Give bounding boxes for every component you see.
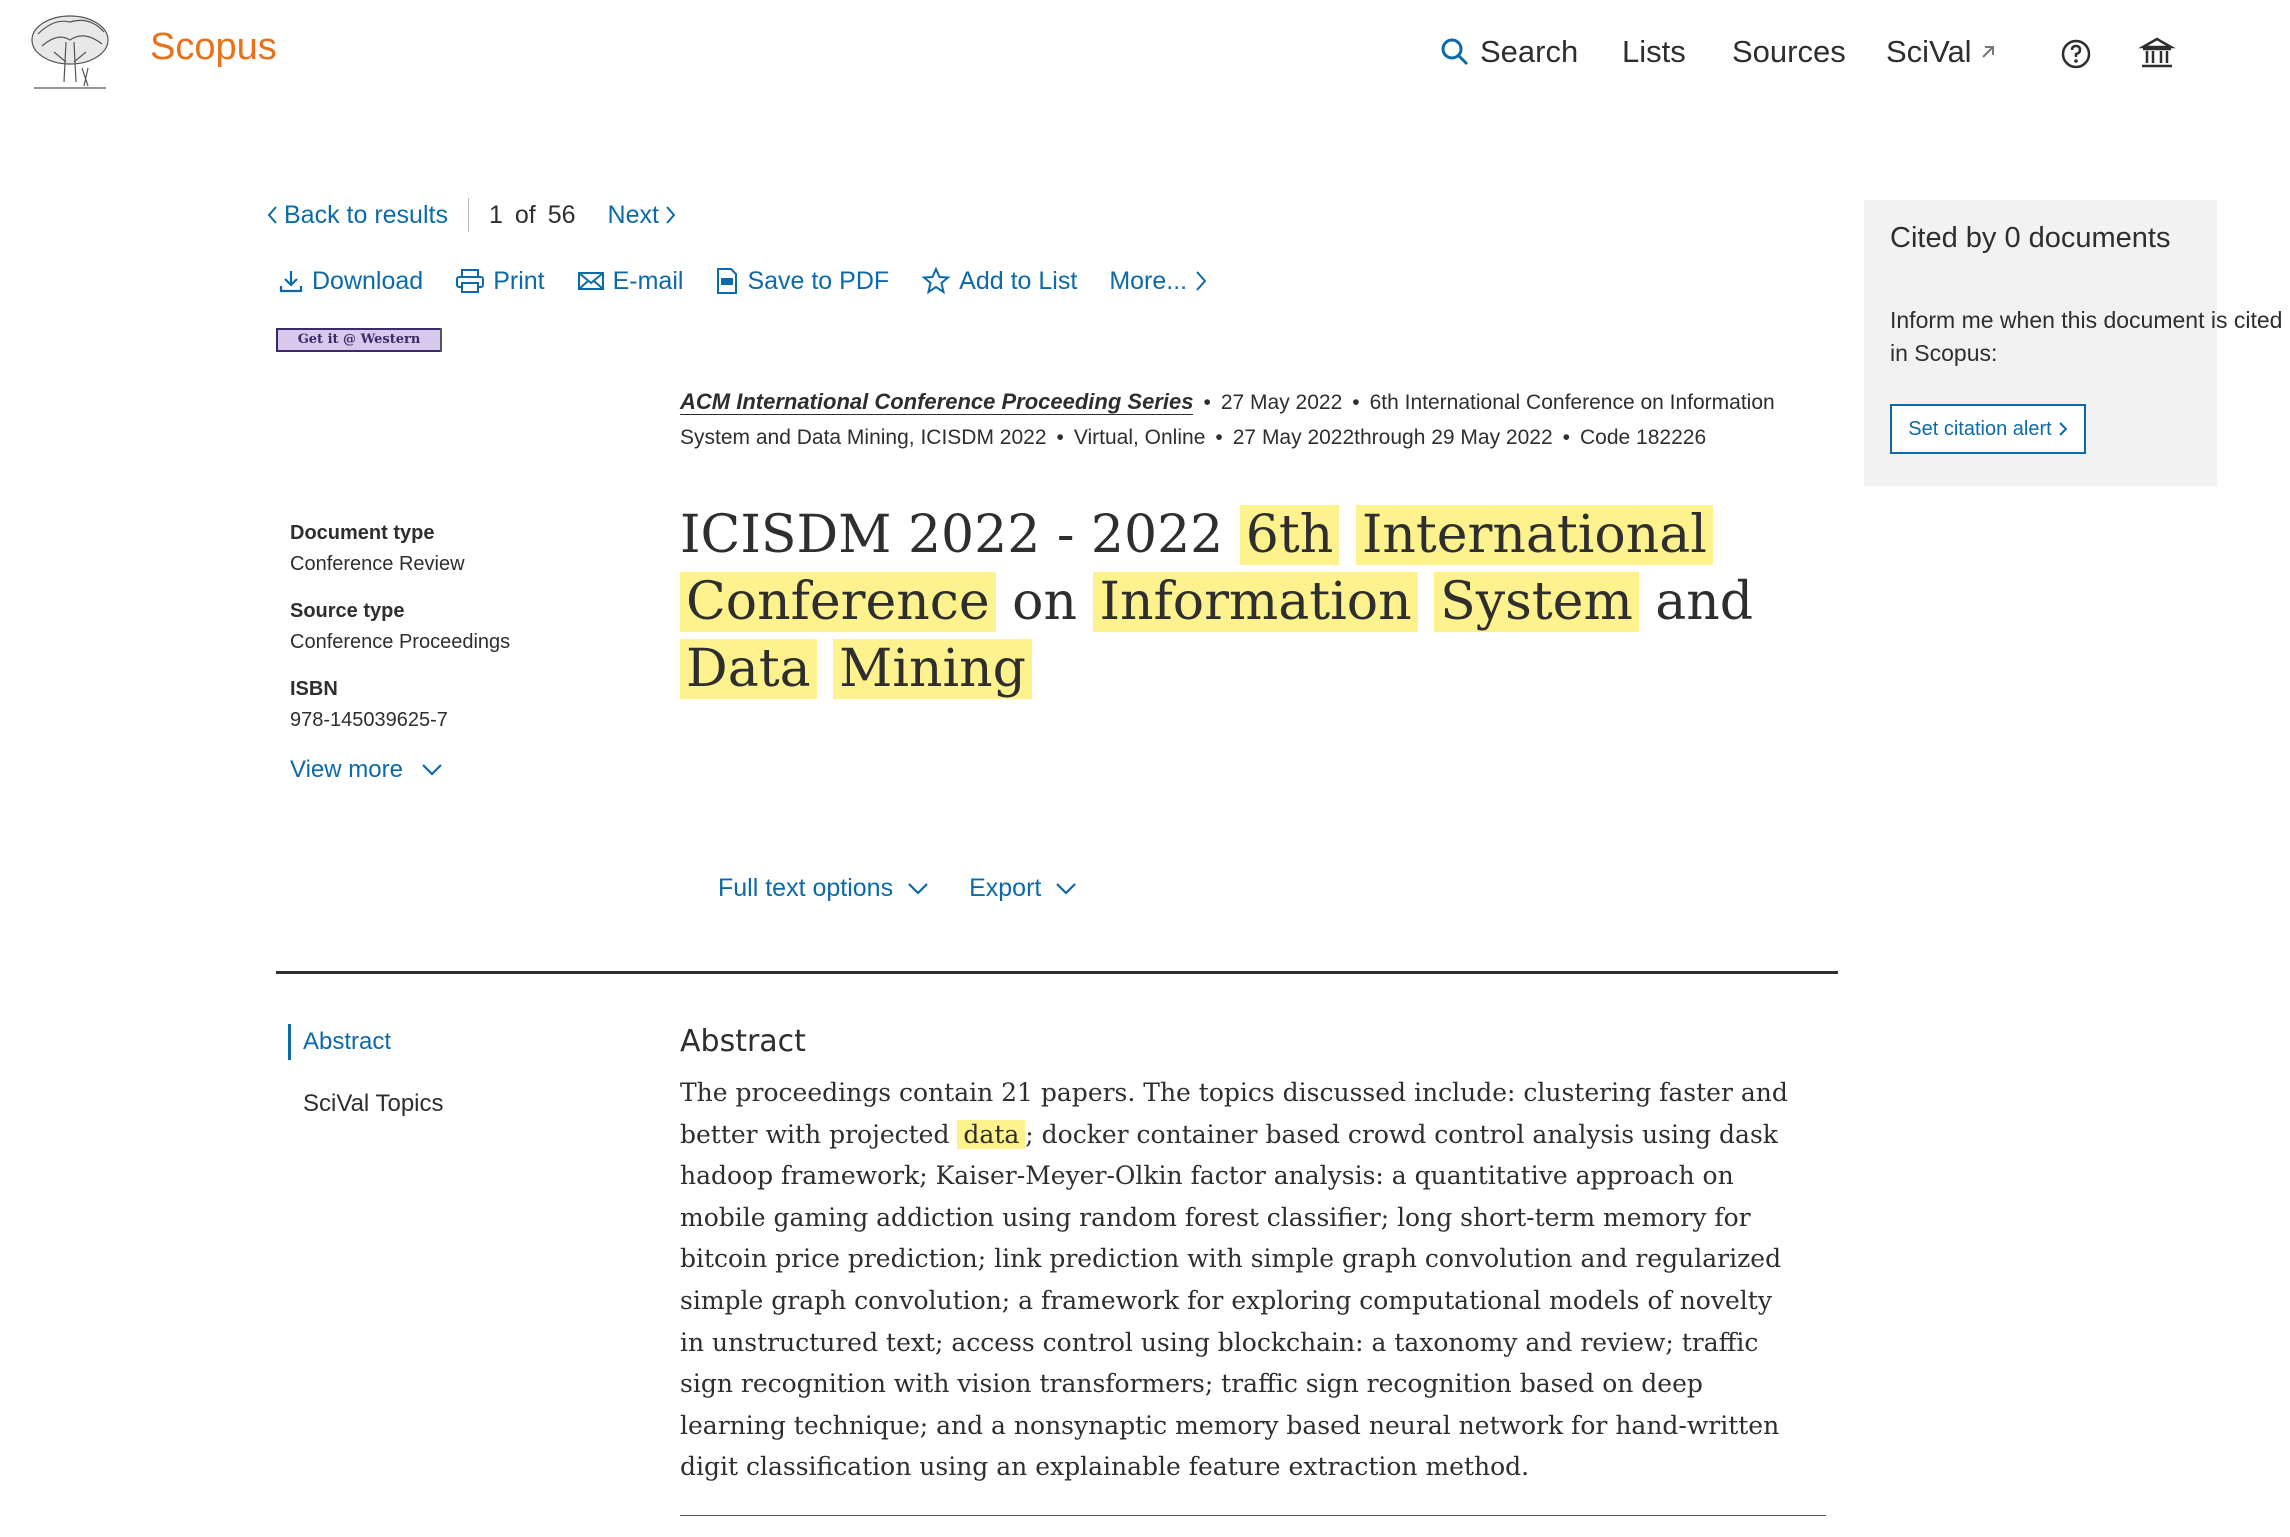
more-label: More... — [1109, 266, 1188, 295]
pdf-icon — [715, 267, 739, 295]
print-button[interactable] — [455, 267, 544, 296]
view-more-button[interactable] — [290, 756, 510, 784]
conference-dates: 27 May 2022through 29 May 2022 — [1232, 426, 1553, 449]
get-it-western-button[interactable]: Get it @ Western — [276, 328, 442, 352]
document-toolbar — [278, 266, 1239, 296]
print-icon — [455, 268, 485, 294]
search-icon — [1440, 37, 1470, 67]
chevron-right-icon — [2058, 421, 2068, 437]
external-link-icon — [1978, 42, 1998, 62]
scopus-brand[interactable]: Scopus — [150, 26, 277, 68]
title-highlight: Mining — [833, 639, 1032, 699]
nav-search-label: Search — [1480, 34, 1579, 69]
series-link[interactable]: ACM International Conference Proceeding Series — [680, 389, 1194, 414]
help-button[interactable] — [2060, 38, 2092, 78]
section-divider — [276, 971, 1838, 974]
abstract-divider — [680, 1515, 1826, 1516]
save-to-pdf-label: Save to PDF — [747, 266, 890, 295]
title-highlight: Information — [1093, 572, 1417, 632]
conference-name: 6th International Conference on Information System and Data Mining, ICISDM 2022 — [680, 391, 1775, 449]
abstract-heading: Abstract — [680, 1024, 806, 1059]
title-text: ICISDM 2022 - 2022 — [680, 505, 1240, 565]
results-nav-divider — [468, 198, 469, 232]
elsevier-tree-logo[interactable] — [24, 12, 116, 94]
download-button[interactable] — [278, 267, 423, 296]
doc-type-value: Conference Review — [290, 553, 465, 575]
save-to-pdf-button[interactable] — [715, 267, 889, 296]
get-it-divider — [440, 328, 442, 352]
chevron-right-icon — [665, 205, 677, 225]
email-button[interactable] — [577, 267, 684, 296]
chevron-right-icon — [1195, 270, 1207, 292]
nav-sources[interactable]: Sources — [1732, 34, 1846, 69]
source-type-label: Source type — [290, 600, 405, 622]
result-position — [489, 201, 576, 230]
title-text: on — [995, 572, 1094, 632]
document-options — [718, 874, 1077, 903]
chevron-down-icon — [1055, 882, 1077, 896]
nav-search[interactable] — [1440, 34, 1578, 70]
title-highlight: 6th — [1240, 505, 1339, 565]
back-to-results-label: Back to results — [284, 200, 448, 229]
document-title — [680, 502, 1830, 703]
view-more-label: View more — [290, 756, 403, 783]
add-to-list-button[interactable] — [921, 266, 1077, 296]
abstract-text-part: ; docker container based crowd control analysis using dask hadoop framework; Kaiser-Meyer-Olkin factor analysis: a quantitative approach on mobile gaming addiction using random forest classifier; long short-term memory for bitcoin price prediction; link prediction with simple graph convolution and regularized simple graph convolution; a framework for exploring computational models of novelty in unstructured text; access control using blockchain: a taxonomy and review; traffic sign recognition with vision transformers; traffic sign recognition based on deep learning technique; and a nonsynaptic memory based neural network for hand-written digit classification using an explainable feature extraction method. — [680, 1119, 1782, 1482]
export-dropdown[interactable] — [969, 874, 1077, 903]
export-label: Export — [969, 874, 1042, 902]
pub-date: 27 May 2022 — [1220, 391, 1343, 414]
cited-by-panel — [1864, 200, 2283, 486]
institution-icon — [2140, 36, 2174, 70]
star-icon — [921, 266, 951, 296]
full-text-options-dropdown[interactable] — [718, 874, 929, 903]
cited-by-heading: Cited by 0 documents — [1890, 222, 2171, 254]
more-button[interactable] — [1109, 267, 1207, 296]
section-sidenav — [288, 1024, 444, 1148]
nav-scival-label: SciVal — [1886, 34, 1972, 69]
result-current: 1 — [488, 200, 503, 229]
citation-alert-text: Inform me when this document is cited in Scopus: — [1890, 307, 2283, 366]
conference-location: Virtual, Online — [1073, 426, 1206, 449]
source-info: ACM International Conference Proceeding Series • 27 May 2022 • 6th International Conference on Information System and Data Mining, ICISDM 2022 • Virtual, Online • 27 May 2022through 29 May 2022 • Code 182226 — [680, 389, 1775, 449]
nav-lists[interactable]: Lists — [1622, 34, 1686, 69]
next-label: Next — [607, 200, 659, 229]
title-highlight: Conference — [680, 572, 996, 632]
help-icon — [2060, 38, 2092, 70]
nav-scival[interactable] — [1886, 34, 1998, 70]
abstract-text — [680, 1072, 1800, 1488]
source-type-value: Conference Proceedings — [290, 631, 511, 653]
title-highlight: Data — [680, 639, 817, 699]
set-citation-alert-button[interactable] — [1890, 404, 2086, 454]
isbn-value: 978-145039625-7 — [290, 709, 448, 731]
set-citation-alert-label: Set citation alert — [1908, 417, 2052, 440]
doc-type-label: Document type — [290, 522, 435, 544]
download-icon — [278, 268, 304, 294]
back-to-results-link[interactable] — [266, 201, 448, 230]
chevron-down-icon — [907, 882, 929, 896]
full-text-options-label: Full text options — [718, 874, 894, 902]
result-of: of — [514, 200, 536, 229]
conference-code: Code 182226 — [1580, 426, 1707, 449]
sidenav-item-scival-topics[interactable]: SciVal Topics — [303, 1090, 444, 1117]
email-label: E-mail — [612, 266, 684, 295]
download-label: Download — [312, 266, 424, 295]
isbn-label: ISBN — [290, 678, 338, 700]
print-label: Print — [493, 266, 545, 295]
title-highlight: International — [1356, 505, 1713, 565]
result-total: 56 — [547, 200, 576, 229]
chevron-left-icon — [266, 205, 278, 225]
email-icon — [577, 270, 605, 292]
add-to-list-label: Add to List — [959, 266, 1078, 295]
results-navigation — [266, 198, 677, 232]
chevron-down-icon — [421, 763, 443, 777]
abstract-highlight: data — [957, 1120, 1025, 1149]
next-result-link[interactable] — [608, 201, 677, 230]
title-highlight: System — [1434, 572, 1639, 632]
sidenav-item-abstract[interactable]: Abstract — [288, 1024, 444, 1060]
abstract-text-part: The proceedings contain 21 papers. The topics discussed include: clustering faster and better with projected — [680, 1078, 1788, 1149]
document-metadata — [290, 522, 510, 784]
site-header — [0, 0, 2217, 110]
title-text: and — [1638, 572, 1754, 632]
institution-button[interactable] — [2140, 36, 2174, 78]
